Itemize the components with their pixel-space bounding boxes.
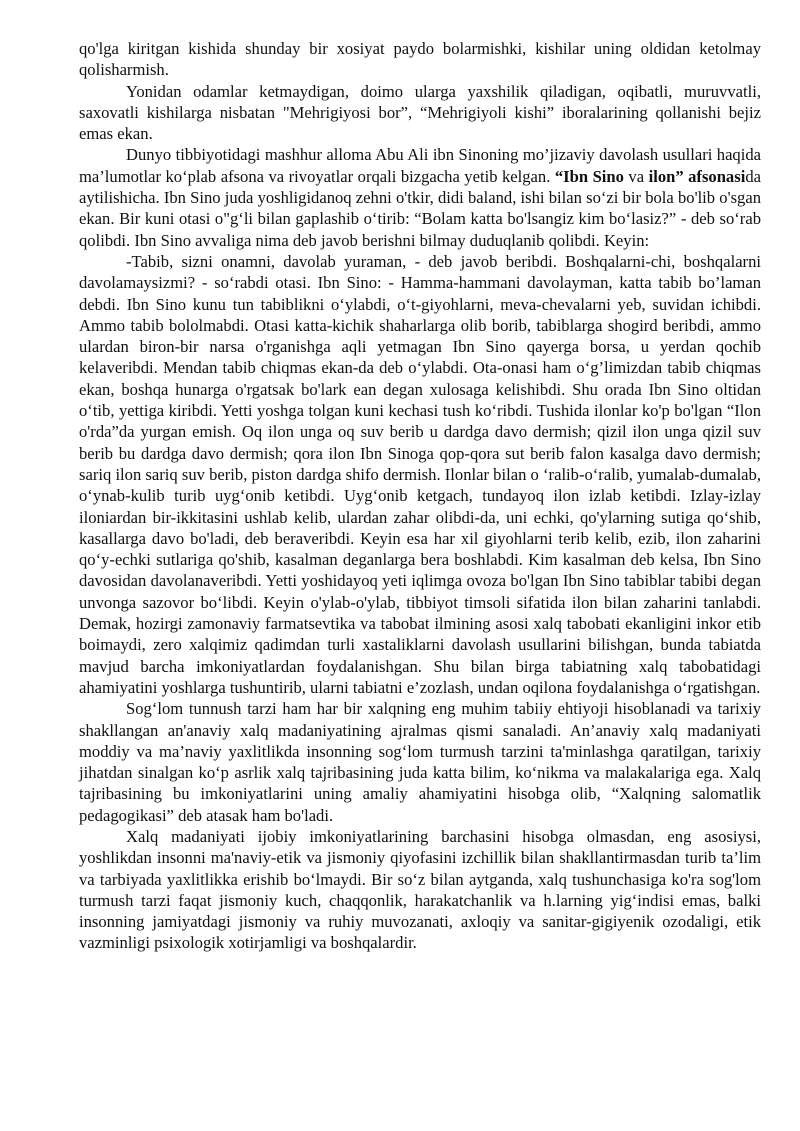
bold-title-part-1: “Ibn Sino bbox=[554, 166, 624, 186]
document-page bbox=[79, 38, 761, 954]
paragraph-6: Xalq madaniyati ijobiy imkoniyatlarining barchasini hisobga olmasdan, eng asosiysi, yoshlikdan insonni ma'naviy-etik va jismoniy qiyofasini izchillik bilan shakllantirmasdan turib ta’lim va tarbiyada yaxlitlikka erishib bo‘lmaydi. Bir so‘z bilan aytganda, xalq tushunchasiga ko'ra sog'lom turmush tarzi faqat jismoniy kuch, chaqqonlik, harakatchanlik va h.larning yig‘indisi emas, balki insonning jamiyatdagi jismoniy va ruhiy muvozanati, axloqiy va sanitar-gigiyenik ozodaligi, etik vazminligi psixologik xotirjamligi va boshqalardir. bbox=[79, 826, 761, 953]
paragraph-1: qo'lga kiritgan kishida shunday bir xosiyat paydo bolarmishki, kishilar uning oldidan ketolmay qolisharmish. bbox=[79, 39, 761, 80]
paragraph-3-body: da aytilishicha. Ibn Sino juda yoshligidanoq zehni o'tkir, didi baland, ishi bilan so‘zi bir bola bo'lib o'sgan ekan. Bir kuni otasi o"g‘li bilan gaplashib o‘tirib: “Bolam katta bo'lsangiz kim bo‘lasiz?” - deb so‘rab qolibdi. Ibn Sino avvaliga nima deb javob berishni bilmay duduqlanib qolibdi. Keyin: bbox=[79, 166, 761, 250]
paragraph-2: Yonidan odamlar ketmaydigan, doimo ularga yaxshilik qiladigan, oqibatli, muruvvatli, saxovatli kishilarga nisbatan "Mehrigiyosi bor”, “Mehrigiyoli kishi” iboralarining qollanishi bejiz emas ekan. bbox=[79, 81, 761, 144]
paragraph-3 bbox=[79, 144, 761, 250]
paragraph-4: -Tabib, sizni onamni, davolab yuraman, - deb javob beribdi. Boshqalarni-chi, boshqalarni davolamaysizmi? - so‘rabdi otasi. Ibn Sino: - Hamma-hammani davolayman, katta tabib bo’laman debdi. Ibn Sino kunu tun tabiblikni o‘ylabdi, o‘t-giyohlarni, meva-chevalarni yeb, suvidan ichibdi. Ammo tabib bololmabdi. Otasi katta-kichik shaharlarga olib borib, tabiblarga shogird beribdi, ammo ulardan biron-bir narsa o'rganishga aqli yetmagan Ibn Sino qayerga borsa, u yerdan qochib kelaveribdi. Mendan tabib chiqmas ekan-da deb o‘ylabdi. Ota-onasi ham o‘g’limizdan tabib chiqmas ekan, boshqa hunarga o'rgatsak bo'lark ean degan xulosaga kelishibdi. Shu orada Ibn Sino oltidan o‘tib, yettiga kiribdi. Yetti yoshga tolgan kuni kechasi tush ko‘ribdi. Tushida ilonlar ko'p bo'lgan “Ilon o'rda”da yurgan emish. Oq ilon unga oq suv berib u dardga davo dermish; qizil ilon unga qizil suv berib bu dardga davo dermish; qora ilon Ibn Sinoga qop-qora sut berib falon kasalga davo dermish; sariq ilon sariq suv berib, piston dardga shifo dermish. Ilonlar bilan o ‘ralib-o‘ralib, yumalab-dumalab, o‘ynab-kulib turib uyg‘onib ketibdi. Uyg‘onib ketgach, tundayoq ilon izlab ketibdi. Izlay-izlay iloniardan bir-ikkitasini ushlab kelib, ulardan zahar olibdi-da, uni echki, qo'ylarning sutiga qo‘shib, kasallarga davo bo'ladi, deb beraveribdi. Keyin esa har xil giyohlarni terib kelib, ezib, ilon zaharini qo‘y-echki sutlariga qo'shib, kasalman deganlarga bera boshlabdi. Kim kasalman deb kelsa, Ibn Sino davosidan davolanaveribdi. Yetti yoshidayoq yeti iqlimga ovoza bo'lgan Ibn Sino tabiblar tabibi degan unvonga sazovor bo‘libdi. Keyin o'ylab-o'ylab, tibbiyot timsoli sifatida ilon bilan zaharini tanlabdi. Demak, hozirgi zamonaviy farmatsevtika va tabobat ilmining asosi xalq tabobati ekanligini inkor etib boimaydi, zero xalqimiz qadimdan turli xastaliklarni davolash usullarini bilishgan, bunda tabiatda mavjud barcha imkoniyatlardan foydalanishgan. Shu bilan birga tabiatning xalq tabobatidagi ahamiyatini yoshlarga tushuntirib, ularni tabiatni e’zozlash, undan oqilona foydalanishga o‘rgatishgan. bbox=[79, 251, 761, 697]
paragraph-3-connector: va bbox=[623, 166, 649, 186]
paragraph-3-intro: Dunyo tibbiyotidagi mashhur alloma Abu Ali ibn Sinoning mo’jizaviy davolash usullari haqida ma’lumotlar ko‘plab afsona va rivoyatlar orqali bizgacha yetib kelgan. bbox=[79, 145, 761, 186]
bold-title-part-2: ilon” afsonasi bbox=[648, 166, 746, 186]
paragraph-5: Sog‘lom tunnush tarzi ham har bir xalqning eng muhim tabiiy ehtiyoji hisoblanadi va tarixiy shakllangan an'anaviy xalq madaniyatining ajralmas qismi sanaladi. An’anaviy xalq madaniyati moddiy va ma’naviy yaxlitlikda insonning sog‘lom turmush tarzini ta'minlashga qaratilgan, tarixiy jihatdan sinalgan ko‘p asrlik xalq tajribasining juda katta bilim, ko‘nikma va malakalariga ega. Xalq tajribasining bu imkoniyatlarini uning amaliy ahamiyatini hisobga olib, “Xalqning salomatlik pedagogikasi” deb atasak ham bo'ladi. bbox=[79, 699, 761, 825]
